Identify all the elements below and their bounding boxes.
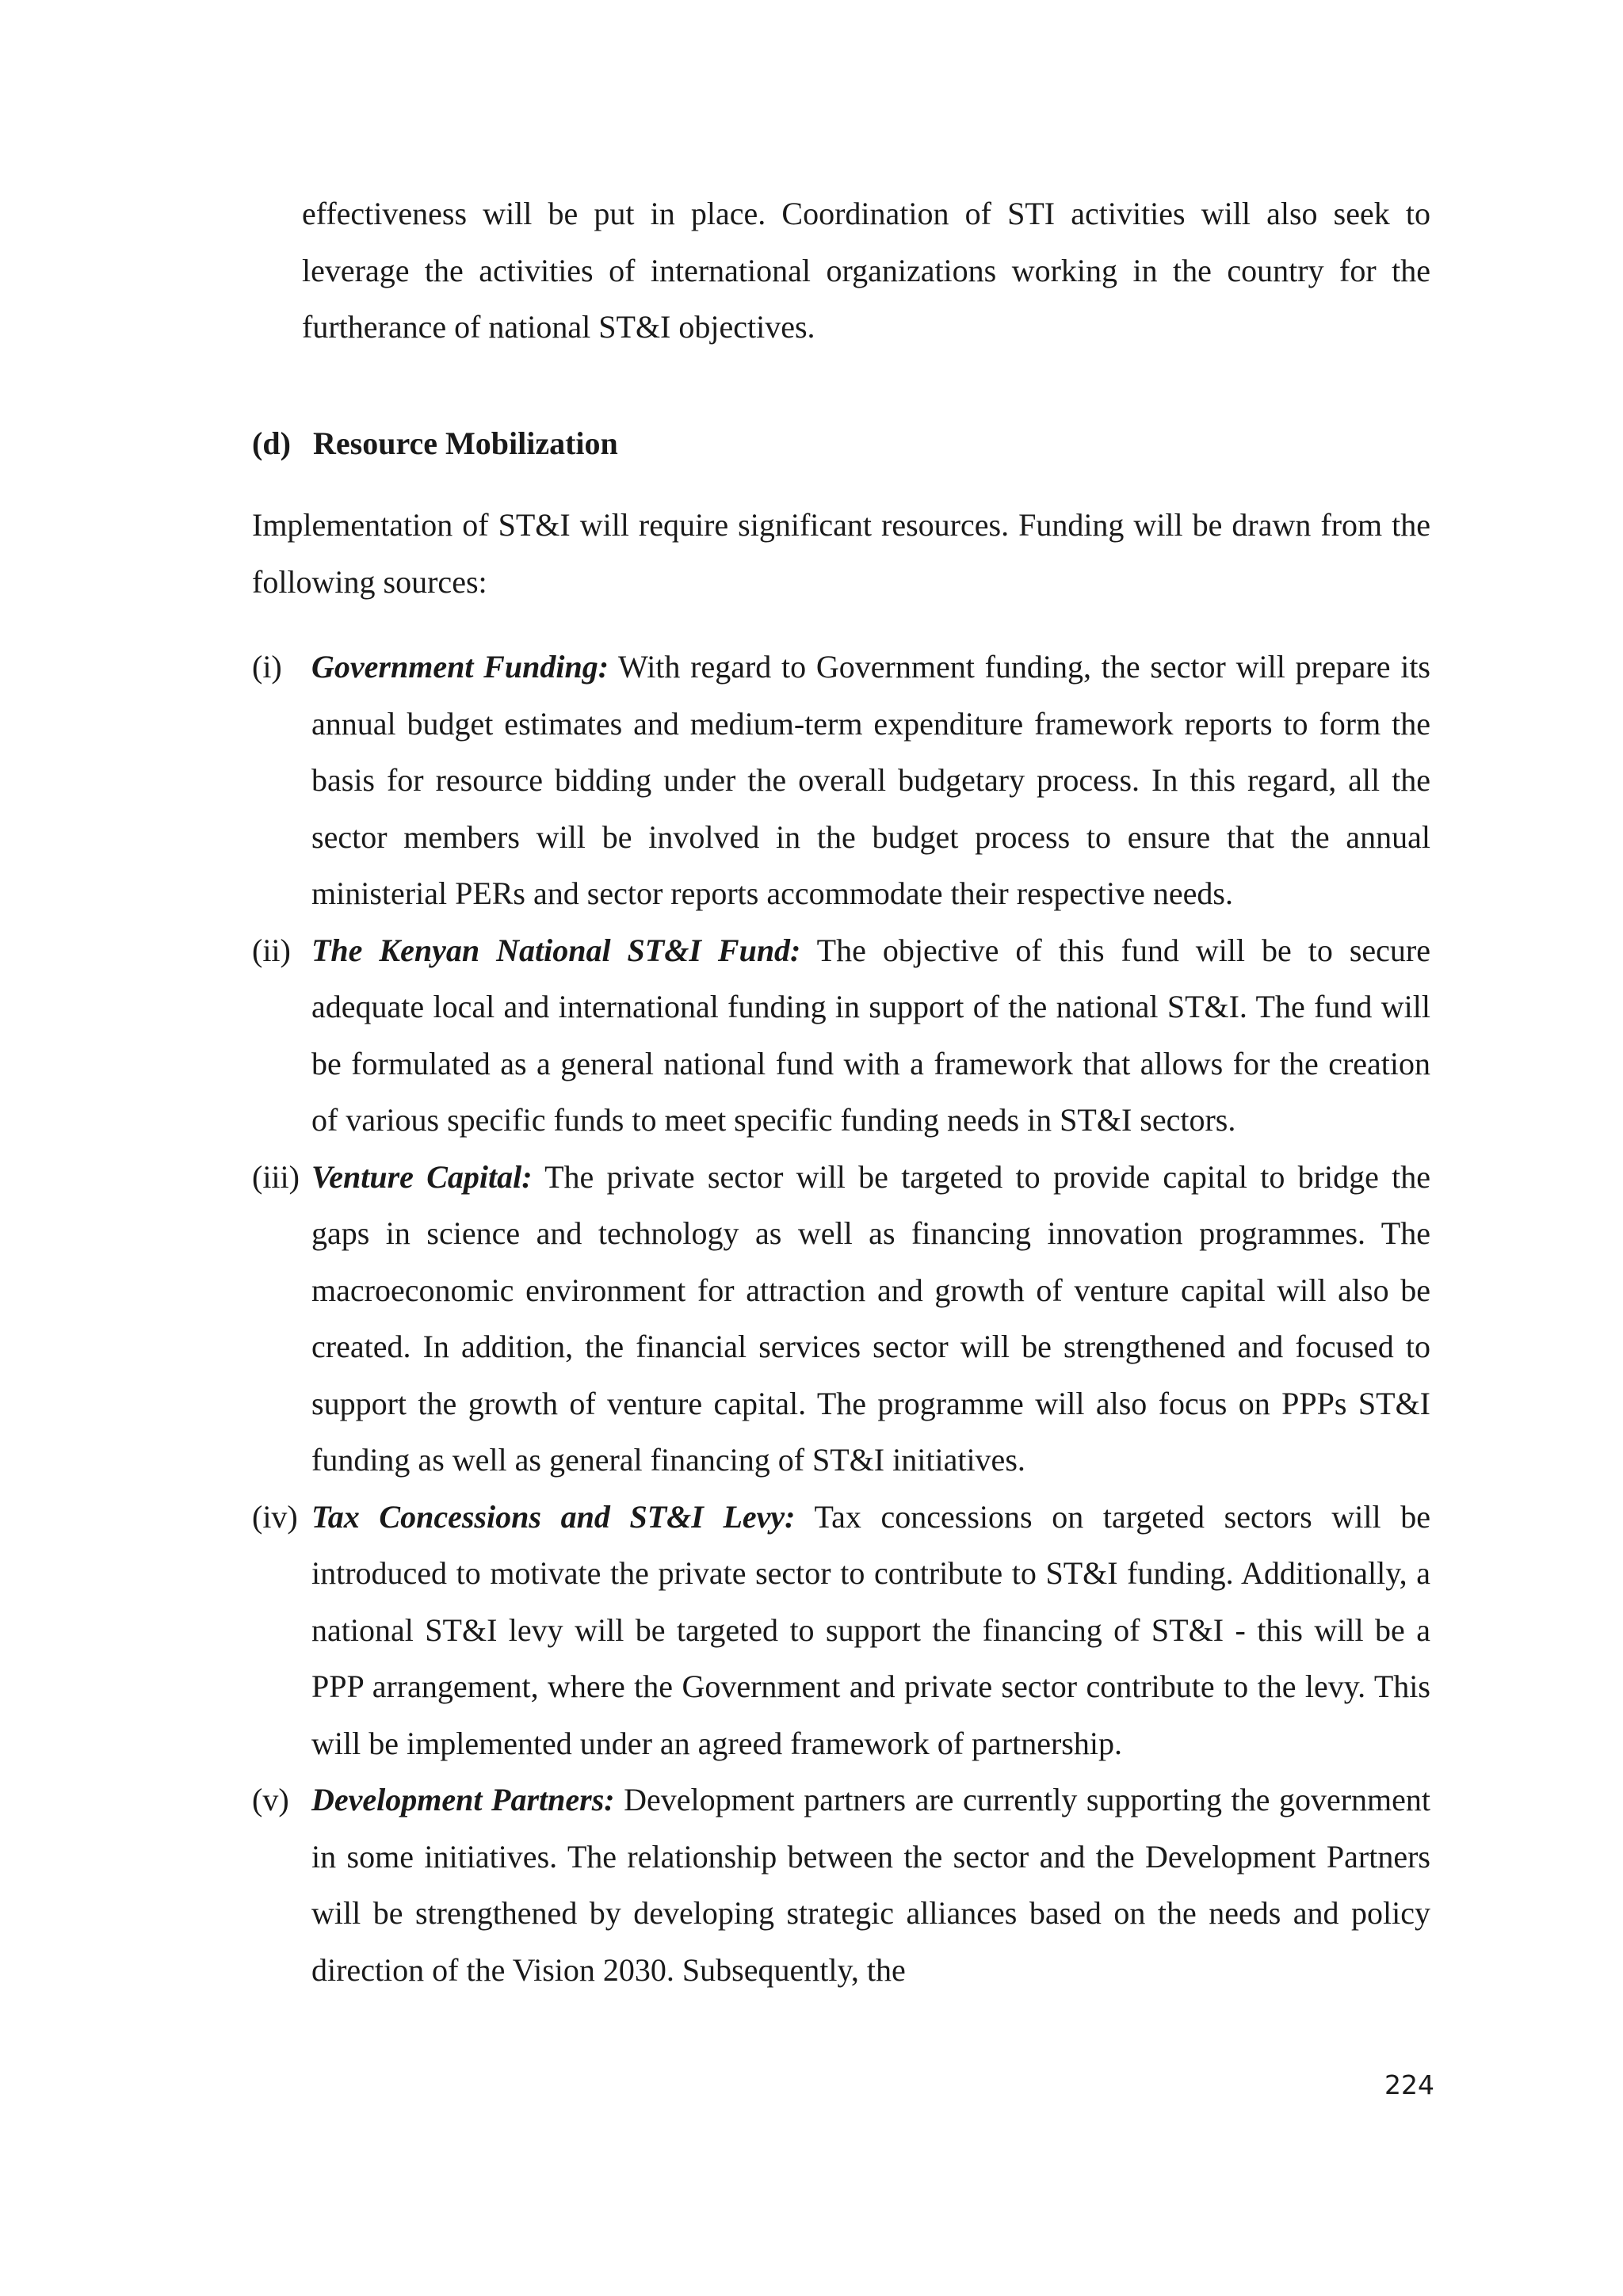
lead-paragraph: Implementation of ST&I will require significant resources. Funding will be drawn from the following sources: xyxy=(252,507,1430,600)
list-item-venture-capital xyxy=(252,1149,1430,1489)
list-item-marker: (i) xyxy=(252,649,282,685)
list-item-text: Development partners are currently supporting the government in some initiatives. The relationship between the sector and the Development Partners will be strengthened by developing strategic alliances based on the needs and policy direction of the Vision 2030. Subsequently, the xyxy=(311,1782,1430,1988)
list-item-text: With regard to Government funding, the sector will prepare its annual budget estimates and medium-term expenditure framework reports to form the basis for resource bidding under the overall budgetary process. In this regard, all the sector members will be involved in the budget process to ensure that the annual ministerial PERs and sector reports accommodate their respective needs. xyxy=(311,649,1430,911)
list-item-marker: (iv) xyxy=(252,1498,298,1535)
page-number: 224 xyxy=(1384,2069,1434,2100)
section-heading xyxy=(252,415,618,472)
funding-sources-list xyxy=(252,639,1430,1998)
list-item-text: Tax concessions on targeted sectors will be introduced to motivate the private sector to contribute to ST&I funding. Additionally, a national ST&I levy will be targeted to support the financing of ST&I - this will be a PPP arrangement, where the Government and private sector contribute to the levy. This will be implemented under an agreed framework of partnership. xyxy=(311,1498,1431,1761)
list-item-marker: (ii) xyxy=(252,932,291,968)
list-item-development-partners xyxy=(252,1772,1430,1998)
section-number: (d) xyxy=(252,425,291,461)
list-item-term: The Kenyan National ST&I Fund: xyxy=(311,932,801,968)
list-item-government-funding xyxy=(252,639,1430,922)
intro-paragraph: effectiveness will be put in place. Coordination of STI activities will also seek to leverage the activities of international organizations working in the country for the furtherance of national ST&I objectives. xyxy=(302,196,1430,345)
list-item-term: Government Funding: xyxy=(311,649,609,685)
list-item-marker: (iii) xyxy=(252,1158,300,1195)
list-item-tax-concessions xyxy=(252,1489,1430,1772)
list-item-marker: (v) xyxy=(252,1782,289,1817)
list-item-national-fund xyxy=(252,922,1430,1149)
list-item-text: The private sector will be targeted to provide capital to bridge the gaps in science and technology as well as financing innovation programmes. The macroeconomic environment for attraction and growth of venture capital will also be created. In addition, the financial services sector will be strengthened and focused to support the growth of venture capital. The programme will also focus on PPPs ST&I funding as well as general financing of ST&I initiatives. xyxy=(311,1158,1430,1478)
section-title: Resource Mobilization xyxy=(313,425,618,461)
list-item-term: Development Partners: xyxy=(311,1782,615,1817)
list-item-term: Venture Capital: xyxy=(311,1158,533,1195)
list-item-term: Tax Concessions and ST&I Levy: xyxy=(311,1498,796,1535)
list-item-text: The objective of this fund will be to secure adequate local and international funding in support of the national ST&I. The fund will be formulated as a general national fund with a framework that allows for the creation of various specific funds to meet specific funding needs in ST&I sectors. xyxy=(311,932,1431,1138)
